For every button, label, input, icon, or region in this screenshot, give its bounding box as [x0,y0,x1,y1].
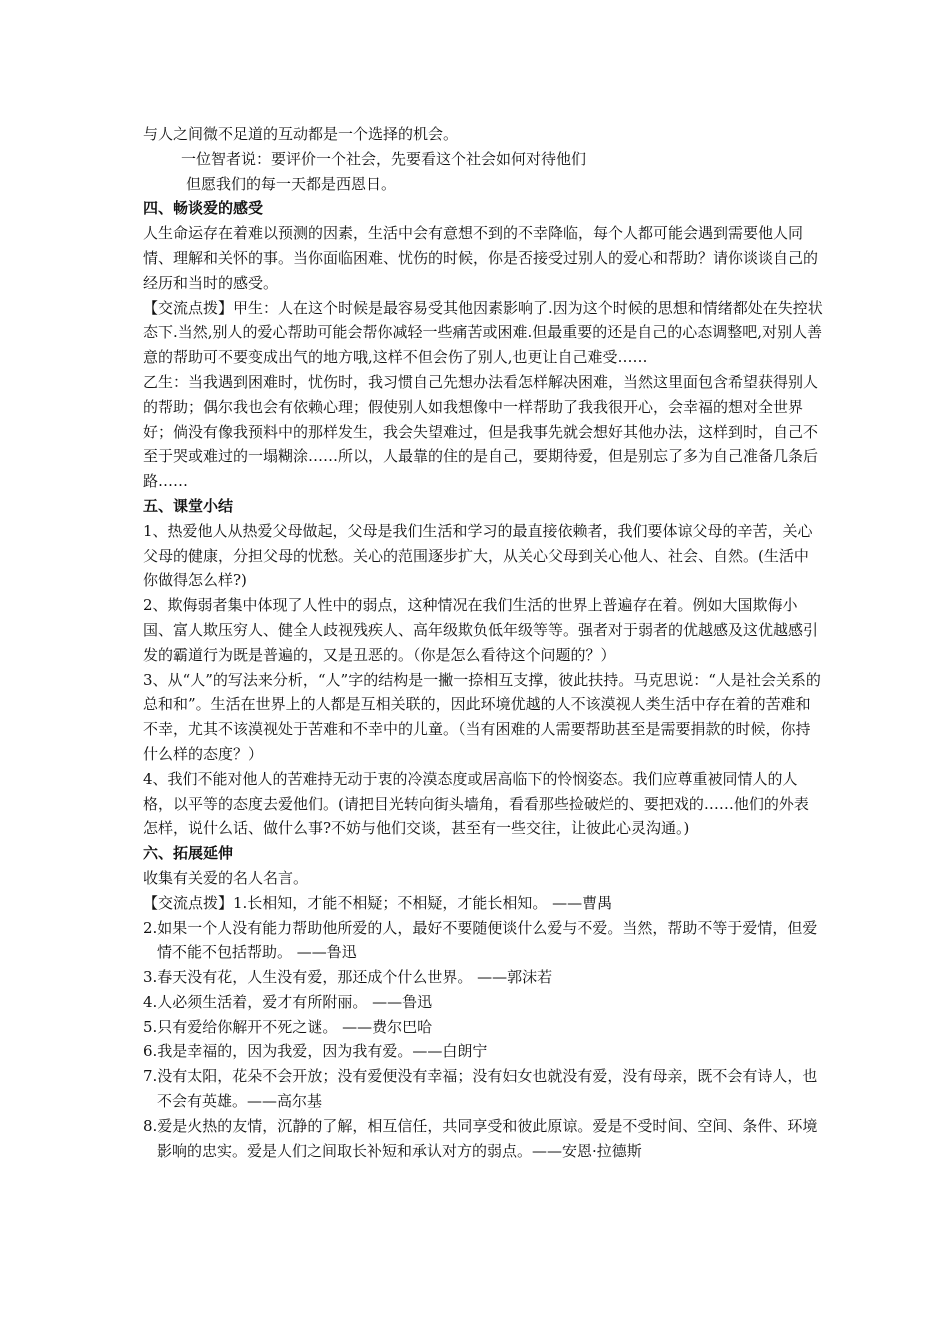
quote-item: 4.人必须生活着，爱才有所附丽。 ——鲁迅 [143,992,433,1011]
section-4-answer-a: 【交流点拨】甲生：人在这个时候是最容易受其他因素影响了.因为这个时候的思想和情绪都处在失控状态下.当然,别人的爱心帮助可能会帮你减轻一些痛苦或困难.但最重要的还是自己的心态调整吧,对别人善意的帮助可不要变成出气的地方哦,这样不但会伤了别人,也更让自己难受…… [143,298,823,367]
intro-line-3: 但愿我们的每一天都是西恩日。 [186,174,397,193]
section-4-answer-b: 乙生：当我遇到困难时，忧伤时，我习惯自己先想办法看怎样解决困难，当然这里面包含希望获得别人的帮助；偶尔我也会有依赖心理；假使别人如我想像中一样帮助了我我很开心，会幸福的想对全世界好；倘没有像我预料中的那样发生，我会失望难过，但是我事先就会想好其他办法，这样到时，自己不至于哭或难过的一塌糊涂……所以，人最靠的住的是自己，要期待爱，但是别忘了多为自己准备几条后路…… [143,372,819,491]
summary-item: 2、欺侮弱者集中体现了人性中的弱点，这种情况在我们生活的世界上普遍存在着。例如大国欺侮小国、富人欺压穷人、健全人歧视残疾人、高年级欺负低年级等等。强者对于弱者的优越感及这优越感引发的霸道行为既是普遍的，又是丑恶的。（你是怎么看待这个问题的？） [143,596,819,664]
quote-item: 3.春天没有花，人生没有爱，那还成个什么世界。 ——郭沫若 [143,968,553,987]
quote-item: 6.我是幸福的，因为我爱，因为我有爱。——白朗宁 [143,1042,488,1061]
summary-item: 3、从“人”的写法来分析，“人”字的结构是一撇一捺相互支撑，彼此扶持。马克思说：“人是社会关系的总和和”。生活在世界上的人都是互相关联的，因此环境优越的人不该漠视人类生活中存在着的苦难和不幸，尤其不该漠视处于苦难和不幸中的儿童。（当有困难的人需要帮助甚至是需要捐款的时候，你持什么样的态度？） [143,670,821,763]
quote-item: 8.爱是火热的友情，沉静的了解，相互信任，共同享受和彼此原谅。爱是不受时间、空间、条件、环境影响的忠实。爱是人们之间取长补短和承认对方的弱点。——安恩·拉德斯 [143,1116,818,1160]
summary-item: 4、我们不能对他人的苦难持无动于衷的冷漠态度或居高临下的怜悯姿态。我们应尊重被同情人的人格，以平等的态度去爱他们。(请把目光转向街头墙角，看看那些捡破烂的、要把戏的……他们的外表怎样，说什么话、做什么事?不妨与他们交谈，甚至有一些交往，让彼此心灵沟通。) [143,769,809,838]
section-5-heading: 五、课堂小结 [143,496,234,515]
section-6-heading: 六、拓展延伸 [143,844,234,863]
quote-item: 5.只有爱给你解开不死之谜。 ——费尔巴哈 [143,1017,433,1036]
section-4-prompt: 人生命运存在着难以预测的因素，生活中会有意想不到的不幸降临，每个人都可能会遇到需要他人同情、理解和关怀的事。当你面临困难、忧伤的时候，你是否接受过别人的爱心和帮助？请你谈谈自己的经历和当时的感受。 [143,224,819,292]
section-6-prompt: 收集有关爱的名人名言。 [143,868,309,887]
summary-item: 1、热爱他人从热爱父母做起，父母是我们生活和学习的最直接依赖者，我们要体谅父母的辛苦，关心父母的健康，分担父母的忧愁。关心的范围逐步扩大，从关心父母到关心他人、社会、自然。(生活中你做得怎么样?) [143,521,813,590]
intro-line-1: 与人之间微不足道的互动都是一个选择的机会。 [143,125,459,143]
quote-item: 【交流点拨】1.长相知，才能不相疑；不相疑，才能长相知。 ——曹禺 [143,893,613,912]
document-page [143,122,823,1163]
section-4-heading: 四、畅谈爱的感受 [143,199,264,218]
quote-item: 2.如果一个人没有能力帮助他所爱的人，最好不要随便谈什么爱与不爱。当然，帮助不等于爱情，但爱情不能不包括帮助。 ——鲁迅 [143,918,818,962]
quote-item: 7.没有太阳，花朵不会开放；没有爱便没有幸福；没有妇女也就没有爱，没有母亲，既不会有诗人，也不会有英雄。——高尔基 [143,1067,818,1111]
intro-line-2: 一位智者说：要评价一个社会，先要看这个社会如何对待他们 [181,149,587,168]
